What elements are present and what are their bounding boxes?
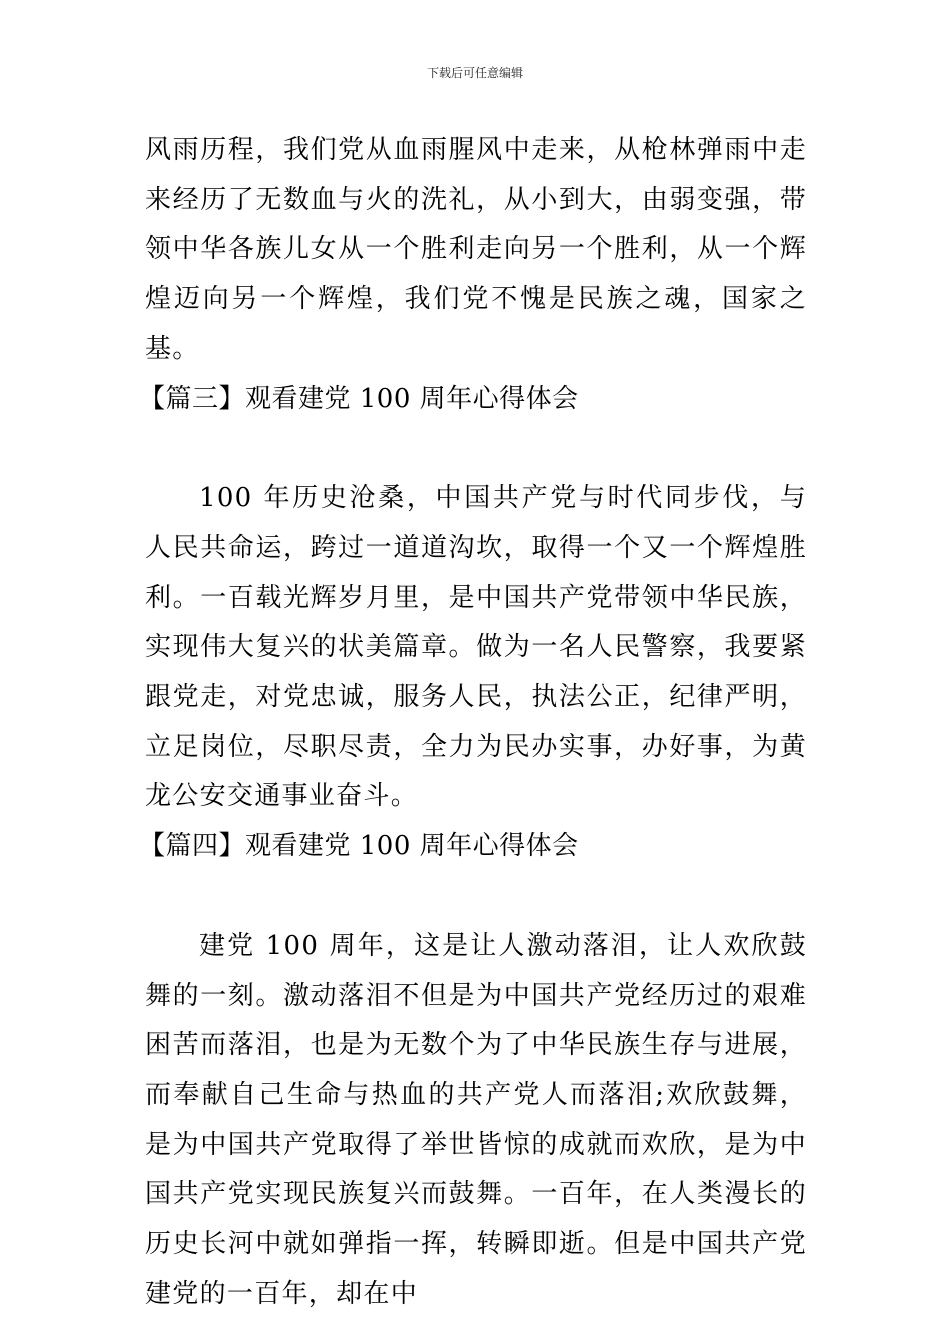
paragraph-section-3: 100 年历史沧桑，中国共产党与时代同步伐，与人民共命运，跨过一道道沟坎，取得一个又一个辉煌胜利。一百载光辉岁月里，是中国共产党带领中华民族，实现伟大复兴的状美篇章。做为一名人民警察，我要紧跟党走，对党忠诚，服务人民，执法公正，纪律严明，立足岗位，尽职尽责，全力为民办实事，办好事，为黄龙公安交通事业奋斗。 — [145, 483, 807, 812]
document-body — [139, 126, 807, 1319]
paragraph-intro: 风雨历程，我们党从血雨腥风中走来，从枪林弹雨中走来经历了无数血与火的洗礼，从小到大，由弱变强，带领中华各族儿女从一个胜利走向另一个胜利，从一个辉煌迈向另一个辉煌，我们党不愧是民族之魂，国家之基。 — [145, 135, 807, 364]
section-heading-3: 【篇三】观看建党 100 周年心得体会 — [139, 383, 579, 414]
paragraph-section-4: 建党 100 周年，这是让人激动落泪，让人欢欣鼓舞的一刻。激动落泪不但是为中国共产党经历过的艰难困苦而落泪，也是为无数个为了中华民族生存与进展，而奉献自己生命与热血的共产党人而落泪;欢欣鼓舞，是为中国共产党取得了举世皆惊的成就而欢欣，是为中国共产党实现民族复兴而鼓舞。一百年，在人类漫长的历史长河中就如弹指一挥，转瞬即逝。但是中国共产党建党的一百年，却在中 — [145, 930, 807, 1309]
blank-line — [145, 424, 807, 474]
blank-line — [145, 872, 807, 922]
section-heading-4: 【篇四】观看建党 100 周年心得体会 — [139, 831, 579, 862]
page-header: 下载后可任意编辑 — [426, 66, 523, 80]
